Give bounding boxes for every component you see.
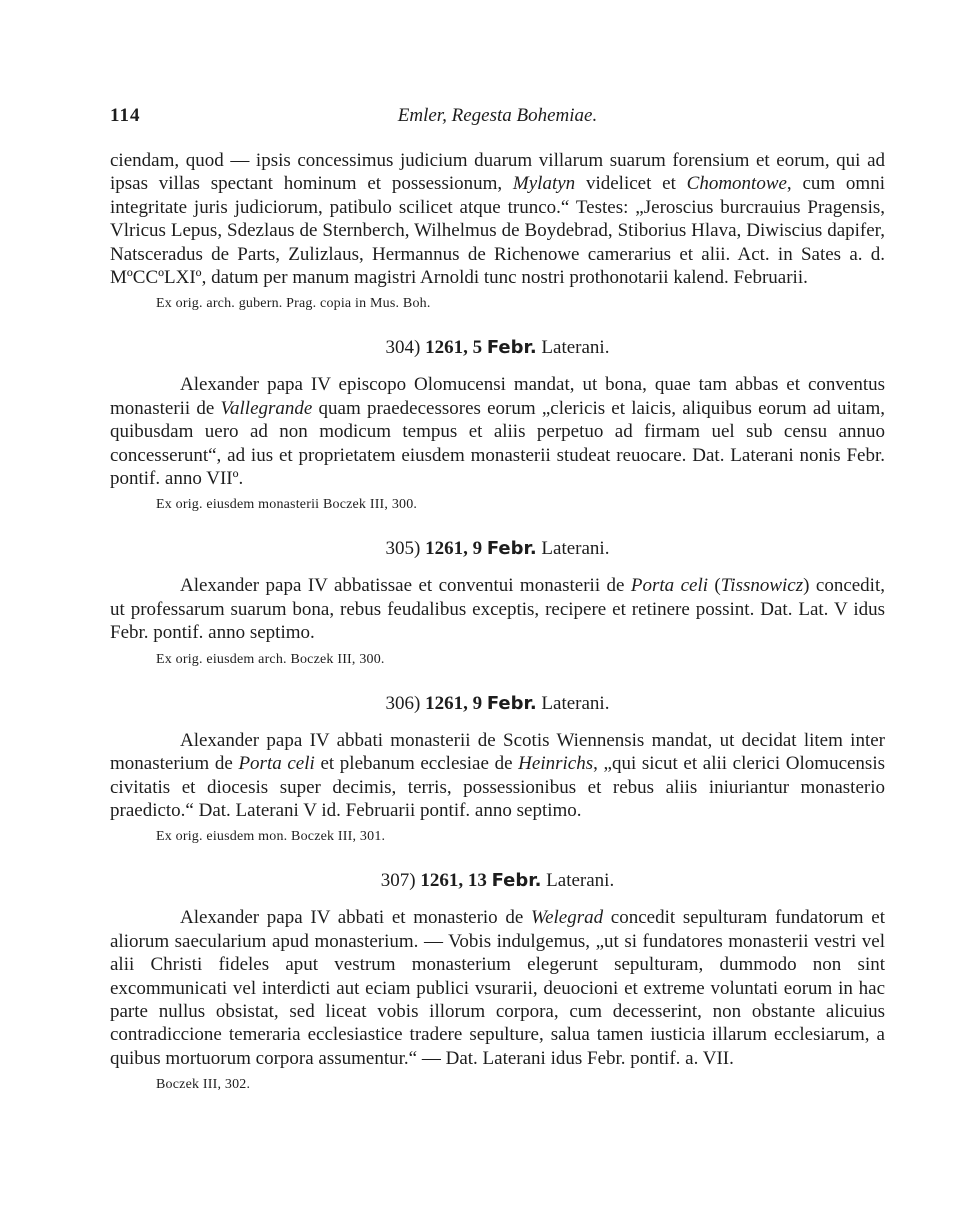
place-name: Mylatyn (512, 173, 576, 195)
entry-heading-306: 306) 1261, 9 Febr. Laterani. (385, 692, 610, 714)
intro-paragraph: ciendam, quod — ipsis concessimus judicium duarum villarum suarum forensium et eorum, qui ad ipsas villas spectant hominum et possessionum, Mylatyn videlicet et Chomontowe, cum omni integritate juris judiciorum, patibulo scilicet atque trunco.“ Testes: „Jeroscius burcrauius Pragensis, Vlricus Lepus, Sdezlaus de Sternberch, Wilhelmus de Boydebrad, Stiborius Hlava, Diwiscius dapifer, Natsceradus de Parts, Zulizlaus, Hermannus de Richenowe camerarius et alii. Act. in Sates a. d. MºCCºLXIº, datum per manum magistri Arnoldi tunc nostri prothonotarii kalend. Februarii. (110, 150, 885, 289)
entry-text-307: Alexander papa IV abbati et monasterio de Welegrad concedit sepulturam fundatorum et aliorum saecularium apud monasterium. — Vobis indulgemus, „ut si fundatores monasterii vestri vel alii Christi fideles aput vestrum monasterium elegerunt sepulturam, dummodo non sint excommunicati vel interdicti aut eciam publici vsurarii, deuocioni et extreme voluntati eorum in hac parte nullus obsistat, sed liceat vobis illorum corpora, cum decesserint, non obstante alicuius contradiccione temeraria ecclesiastice tradere sepulture, salua tamen iusticia illarum ecclesiarum, a quibus mortuorum corpora assumentur.“ — Dat. Laterani idus Febr. pontif. a. VII. (110, 907, 885, 1069)
place-name: Heinrichs (518, 753, 594, 775)
source-note: Ex orig. eiusdem mon. Boczek III, 301. (156, 829, 386, 845)
place-name: Porta celi (630, 575, 709, 597)
entry-heading-304: 304) 1261, 5 Febr. Laterani. (385, 337, 610, 359)
page-header (110, 105, 885, 133)
entry-heading-305: 305) 1261, 9 Febr. Laterani. (385, 538, 610, 560)
place-name: Welegrad (530, 907, 604, 929)
entry-text-304: Alexander papa IV episcopo Olomucensi mandat, ut bona, quae tam abbas et conventus monasterii de Vallegrande quam praedecessores eorum „clericis et laicis, aliquibus eorum ad uitam, quibusdam uero ad non modicum tempus et aliis perpetuo ad firmam uel sub censu annuo concesserunt“, ad ius et proprietatem eiusdem monasterii studeat reuocare. Dat. Laterani nonis Febr. pontif. anno VIIº. (110, 374, 885, 490)
page-number: 114 (110, 105, 141, 126)
place-name: Chomontowe (686, 173, 787, 195)
document-page (110, 105, 885, 1094)
place-name: Porta celi (238, 753, 315, 775)
running-title: Emler, Regesta Bohemiae. (397, 105, 598, 126)
entry-heading-307: 307) 1261, 13 Febr. Laterani. (380, 870, 615, 892)
source-note: Ex orig. eiusdem arch. Boczek III, 300. (156, 651, 385, 667)
source-note: Ex orig. eiusdem monasterii Boczek III, 300. (156, 497, 418, 513)
entry-text-306: Alexander papa IV abbati monasterii de Scotis Wiennensis mandat, ut decidat litem inter monasterium de Porta celi et plebanum ecclesiae de Heinrichs, „qui sicut et alii clerici Olomucensis civitatis et diocesis super decimis, terris, possessionibus et rebus aliis iniuriantur monasterio praedicto.“ Dat. Laterani V id. Februarii pontif. anno septimo. (110, 729, 886, 821)
place-name: Vallegrande (220, 397, 313, 419)
place-name: Tissnowicz (720, 575, 804, 597)
source-note: Boczek III, 302. (156, 1077, 251, 1093)
source-note: Ex orig. arch. gubern. Prag. copia in Mus. Boh. (156, 296, 431, 312)
entry-text-305: Alexander papa IV abbatissae et conventui monasterii de Porta celi (Tissnowicz) concedit, ut professarum suarum bona, rebus feudalibus exceptis, recipere et retinere possint. Dat. Lat. V idus Febr. pontif. anno septimo. (110, 575, 885, 644)
